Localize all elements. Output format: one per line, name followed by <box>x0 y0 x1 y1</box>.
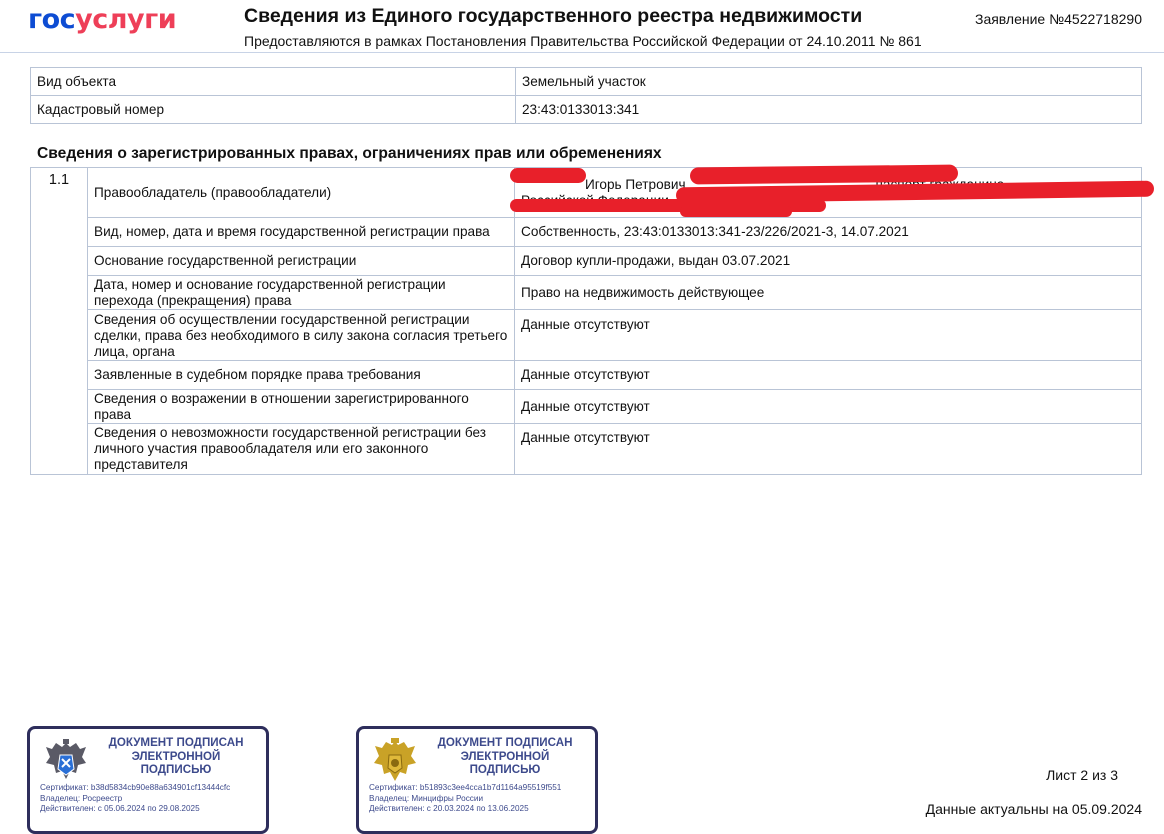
registration-basis-value: Договор купли-продажи, выдан 03.07.2021 <box>515 247 1142 276</box>
cadastral-number-label: Кадастровый номер <box>31 96 516 124</box>
rights-table <box>30 167 1142 475</box>
stamp-owner: Владелец: Росреестр <box>40 793 123 803</box>
signature-stamp-mincifry <box>356 726 598 834</box>
court-claims-value: Данные отсутствуют <box>515 361 1142 390</box>
stamp-info <box>40 783 230 815</box>
stamp-title: ДОКУМЕНТ ПОДПИСАН ЭЛЕКТРОННОЙ ПОДПИСЬЮ <box>437 736 573 776</box>
stamp-certificate: Сертификат: b51893c3ee4cca1b7d1164a95519f551 <box>369 783 562 792</box>
registration-info-value: Собственность, 23:43:0133013:341-23/226/2021-3, 14.07.2021 <box>515 218 1142 247</box>
transfer-info-value: Право на недвижимость действующее <box>515 276 1142 310</box>
court-claims-label: Заявленные в судебном порядке права требования <box>88 361 515 390</box>
owner-name: Игорь Петрович <box>585 176 686 192</box>
logo-part-gos: гос <box>28 4 76 35</box>
page-number: Лист 2 из 3 <box>1046 767 1118 783</box>
application-number: Заявление №4522718290 <box>974 11 1142 27</box>
stamp-validity: Действителен: с 05.06.2024 по 29.08.2025 <box>40 804 200 813</box>
table-row <box>31 218 1142 247</box>
table-row <box>31 361 1142 390</box>
personal-participation-label: Сведения о невозможности государственной регистрации без личного участия правообладателя или его законного представителя <box>88 424 515 475</box>
coat-of-arms-icon <box>371 737 419 789</box>
header-divider <box>0 52 1164 53</box>
rosreestr-eagle-icon <box>42 737 90 789</box>
table-row <box>31 310 1142 361</box>
stamp-owner: Владелец: Минцифры России <box>369 793 484 803</box>
object-table <box>30 67 1142 124</box>
table-row <box>31 68 1142 96</box>
stamp-validity: Действителен: с 20.03.2024 по 13.06.2025 <box>369 804 529 813</box>
deal-registration-value: Данные отсутствуют <box>515 310 1142 361</box>
cadastral-number-value: 23:43:0133013:341 <box>516 96 1142 124</box>
table-row <box>31 247 1142 276</box>
stamp-certificate: Сертификат: b38d5834cb90e88a634901cf13444cfc <box>40 783 231 792</box>
table-row <box>31 424 1142 475</box>
objection-info-value: Данные отсутствуют <box>515 390 1142 424</box>
owner-label: Правообладатель (правообладатели) <box>88 168 515 218</box>
data-actual-date: Данные актуальны на 05.09.2024 <box>925 801 1142 817</box>
registration-info-label: Вид, номер, дата и время государственной регистрации права <box>88 218 515 247</box>
deal-registration-label: Сведения об осуществлении государственной регистрации сделки, права без необходимого в силу закона согласия третьего лица, органа <box>88 310 515 361</box>
table-row <box>31 276 1142 310</box>
redaction-mark <box>690 165 958 185</box>
signature-stamp-rosreestr <box>27 726 269 834</box>
objection-info-label: Сведения о возражении в отношении зарегистрированного права <box>88 390 515 424</box>
object-type-value: Земельный участок <box>516 68 1142 96</box>
stamp-title: ДОКУМЕНТ ПОДПИСАН ЭЛЕКТРОННОЙ ПОДПИСЬЮ <box>108 736 244 776</box>
rights-section-title: Сведения о зарегистрированных правах, ограничениях прав или обременениях <box>37 145 662 162</box>
object-type-label: Вид объекта <box>31 68 516 96</box>
personal-participation-value: Данные отсутствуют <box>515 424 1142 475</box>
logo-part-uslugi: услуги <box>75 4 177 35</box>
transfer-info-label: Дата, номер и основание государственной регистрации перехода (прекращения) права <box>88 276 515 310</box>
document-subtitle: Предоставляются в рамках Постановления Правительства Российской Федерации от 24.10.2011 № 861 <box>244 33 922 49</box>
table-row <box>31 96 1142 124</box>
entry-number: 1.1 <box>31 168 88 475</box>
table-row <box>31 390 1142 424</box>
stamp-info <box>369 783 561 815</box>
document-title: Сведения из Единого государственного реестра недвижимости <box>244 5 863 27</box>
redaction-mark <box>510 168 586 183</box>
registration-basis-label: Основание государственной регистрации <box>88 247 515 276</box>
redaction-mark <box>680 206 792 217</box>
gosuslugi-logo <box>28 4 176 35</box>
